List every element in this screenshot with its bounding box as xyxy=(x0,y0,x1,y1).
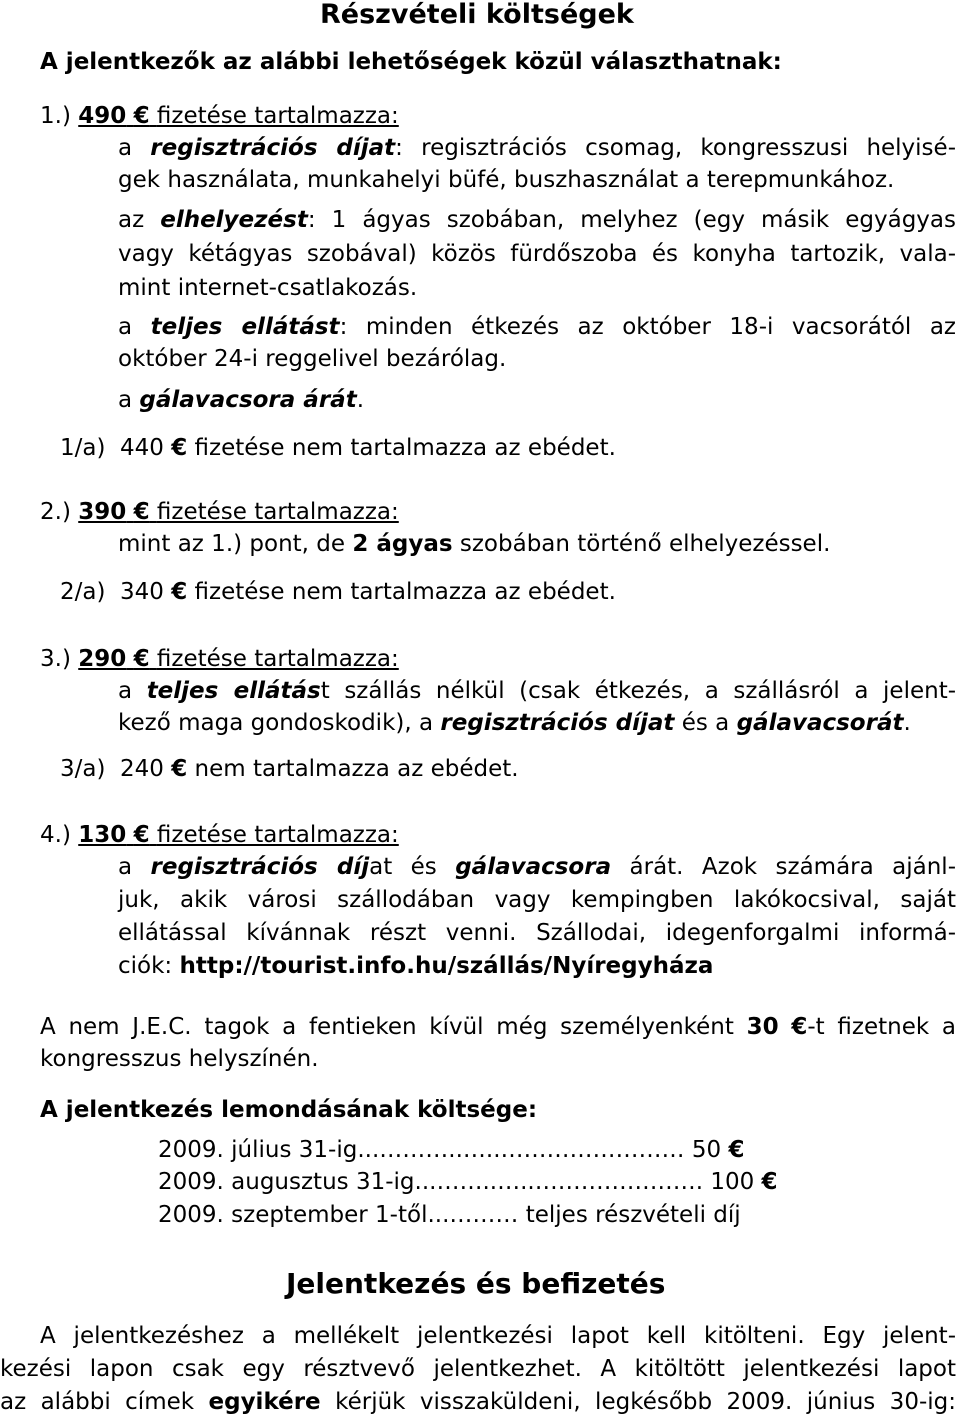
option-4-header: 4.) 130 € fizetése tartalmazza: xyxy=(40,822,399,848)
option-1-acc-line-1: az elhelyezést: 1 ágyas szobában, melyhez (egy másik egyágyas xyxy=(118,207,956,233)
tourist-info-link[interactable]: http://tourist.info.hu/szállás/Nyíregyháza xyxy=(179,953,714,979)
section-2-line-2: kezési lapon csak egy résztvevő jelentkezhet. A kitöltött jelentkezési lapot xyxy=(0,1356,956,1382)
euro-icon: € xyxy=(133,103,150,129)
euro-icon: € xyxy=(133,822,150,848)
euro-icon: € xyxy=(728,1137,745,1163)
option-3-line-1: a teljes ellátást szállás nélkül (csak étkezés, a szállásról a jelent- xyxy=(118,678,957,704)
cancel-heading: A jelentkezés lemondásának költsége: xyxy=(40,1097,538,1123)
option-2a-line: 2/a) 340 € fizetése nem tartalmazza az ebédet. xyxy=(60,579,616,605)
section-2-line-1: A jelentkezéshez a mellékelt jelentkezési lapot kell kitölteni. Egy jelent- xyxy=(40,1323,956,1349)
option-1-board-line-1: a teljes ellátást: minden étkezés az október 18-i vacsorától az xyxy=(118,314,956,340)
euro-icon: € xyxy=(761,1169,778,1195)
option-1-acc-line-3: mint internet-csatlakozás. xyxy=(118,275,418,301)
section-2-line-3: az alábbi címek egyikére kérjük visszaküldeni, legkésőbb 2009. június 30-ig: xyxy=(0,1389,956,1415)
euro-icon: € xyxy=(171,756,188,782)
option-1-reg-line-2: gek használata, munkahelyi büfé, buszhasználat a terepmunkához. xyxy=(118,167,895,193)
nonmember-line-2: kongresszus helyszínén. xyxy=(40,1046,319,1072)
option-4-line-1: a regisztrációs díjat és gálavacsora árát. Azok számára ajánl- xyxy=(118,854,956,880)
option-1-gala-line: a gálavacsora árát. xyxy=(118,387,364,413)
option-2-header: 2.) 390 € fizetése tartalmazza: xyxy=(40,499,399,525)
euro-icon: € xyxy=(791,1014,808,1040)
option-4-line-2: juk, akik városi szállodában vagy kempingben lakókocsival, saját xyxy=(118,887,956,913)
option-2-line: mint az 1.) pont, de 2 ágyas szobában történő elhelyezéssel. xyxy=(118,531,831,557)
euro-icon: € xyxy=(171,579,188,605)
option-1a-line: 1/a) 440 € fizetése nem tartalmazza az ebédet. xyxy=(60,435,616,461)
cancel-row: 2009. szeptember 1-től...……… teljes részvételi díj xyxy=(158,1202,741,1228)
option-1-reg-line-1: a regisztrációs díjat: regisztrációs csomag, kongresszusi helyisé- xyxy=(118,135,956,161)
euro-icon: € xyxy=(171,435,188,461)
option-1-board-line-2: október 24-i reggelivel bezárólag. xyxy=(118,346,507,372)
option-1-acc-line-2: vagy kétágyas szobával) közös fürdőszoba és konyha tartozik, vala- xyxy=(118,241,956,267)
option-3-header: 3.) 290 € fizetése tartalmazza: xyxy=(40,646,399,672)
option-4-line-3: ellátással kívánnak részt venni. Szállodai, idegenforgalmi informá- xyxy=(118,920,956,946)
option-3a-line: 3/a) 240 € nem tartalmazza az ebédet. xyxy=(60,756,519,782)
intro-line: A jelentkezők az alábbi lehetőségek közül választhatnak: xyxy=(40,49,782,75)
option-heading: 490 € fizetése tartalmazza: xyxy=(78,103,399,129)
option-3-line-2: kező maga gondoskodik), a regisztrációs díjat és a gálavacsorát. xyxy=(118,710,911,736)
euro-icon: € xyxy=(133,499,150,525)
cancel-row: 2009. augusztus 31-ig...……..…..…………………. 100 € xyxy=(158,1169,778,1195)
euro-icon: € xyxy=(133,646,150,672)
option-1-header xyxy=(40,100,399,132)
page-title: Részvételi költségek xyxy=(320,0,634,30)
cancel-row: 2009. július 31-ig...………..…..…………………… 50 € xyxy=(158,1137,745,1163)
option-4-line-4: ciók: http://tourist.info.hu/szállás/Nyíregyháza xyxy=(118,953,714,979)
section-heading: Jelentkezés és befizetés xyxy=(286,1267,666,1300)
option-number: 1.) xyxy=(40,103,71,129)
nonmember-line-1: A nem J.E.C. tagok a fentieken kívül még személyenként 30 €-t fizetnek a xyxy=(40,1014,956,1040)
